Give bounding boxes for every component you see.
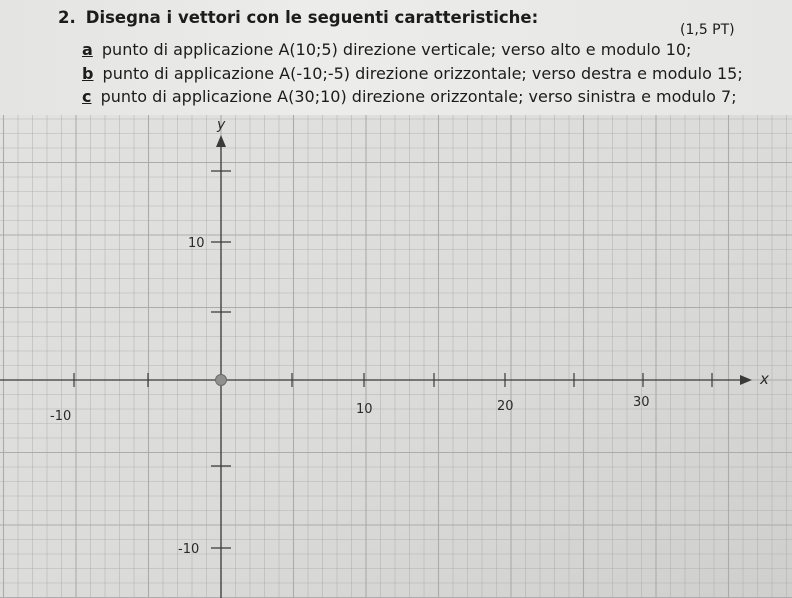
x-tick-label: -10: [50, 409, 72, 424]
x-axis-label: x: [760, 370, 769, 388]
item-c-letter: c: [82, 87, 92, 106]
origin-point: [216, 375, 227, 386]
item-c-text: punto di applicazione A(30;10) direzione orizzontale; verso sinistra e modulo 7;: [100, 87, 737, 106]
y-tick-label: 10: [188, 236, 205, 251]
x-tick-label: 30: [633, 395, 650, 410]
coordinate-grid: [0, 115, 792, 598]
question-title: [58, 8, 538, 27]
item-c: [82, 87, 737, 106]
graph-area: [0, 115, 792, 598]
question-title-text: Disegna i vettori con le seguenti caratteristiche:: [85, 8, 539, 27]
item-a-text: punto di applicazione A(10;5) direzione verticale; verso alto e modulo 10;: [101, 40, 692, 59]
question-points: (1,5 PT): [680, 22, 735, 38]
y-axis-label: y: [217, 117, 226, 133]
item-b-text: punto di applicazione A(-10;-5) direzione orizzontale; verso destra e modulo 15;: [102, 64, 743, 83]
item-b-letter: b: [82, 64, 94, 83]
item-b: [82, 64, 743, 83]
x-tick-label: 20: [497, 399, 514, 414]
item-a-letter: a: [82, 40, 93, 59]
question-number: 2.: [58, 8, 76, 27]
item-a: [82, 40, 691, 59]
y-tick-label: -10: [178, 542, 200, 557]
x-tick-label: 10: [356, 402, 373, 417]
